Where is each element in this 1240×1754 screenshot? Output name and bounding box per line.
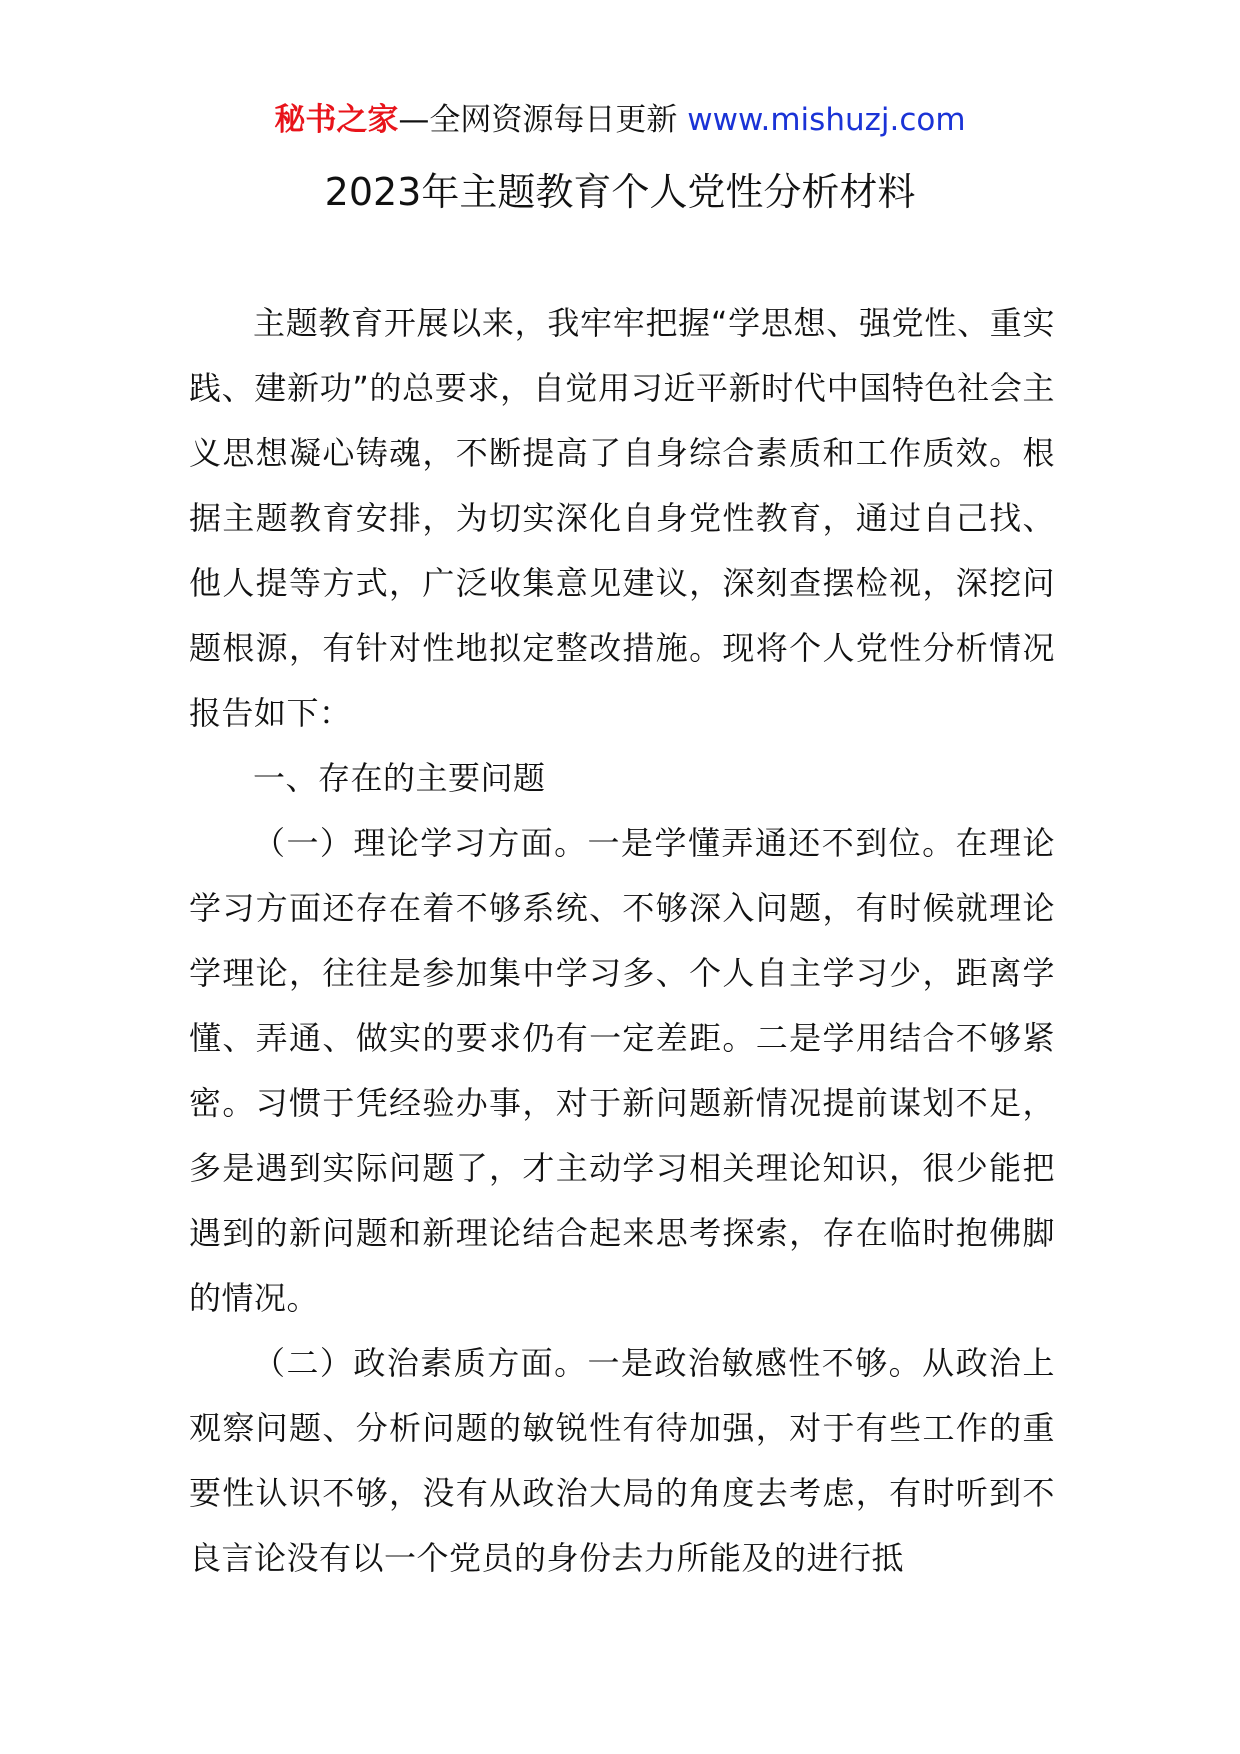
paragraph-political-quality: （二）政治素质方面。一是政治敏感性不够。从政治上观察问题、分析问题的敏锐性有待加强，对于有些工作的重要性认识不够，没有从政治大局的角度去考虑，有时听到不良言论没有以一个党员的身份去力所能及的进行抵 [189, 1344, 1055, 1577]
paragraph-intro: 主题教育开展以来，我牢牢把握“学思想、强党性、重实践、建新功”的总要求，自觉用习近平新时代中国特色社会主义思想凝心铸魂，不断提高了自身综合素质和工作质效。根据主题教育安排，为切实深化自身党性教育，通过自己找、他人提等方式，广泛收集意见建议，深刻查摆检视，深挖问题根源，有针对性地拟定整改措施。现将个人党性分析情况报告如下： [189, 304, 1055, 732]
site-header [0, 98, 1240, 142]
document-body [189, 291, 1055, 1591]
paragraph-theory-study: （一）理论学习方面。一是学懂弄通还不到位。在理论学习方面还存在着不够系统、不够深入问题，有时候就理论学理论，往往是参加集中学习多、个人自主学习少，距离学懂、弄通、做实的要求仍有一定差距。二是学用结合不够紧密。习惯于凭经验办事，对于新问题新情况提前谋划不足，多是遇到实际问题了，才主动学习相关理论知识，很少能把遇到的新问题和新理论结合起来思考探索，存在临时抱佛脚的情况。 [189, 824, 1055, 1317]
site-url-link[interactable]: www.mishuzj.com [687, 102, 966, 138]
document-title: 2023年主题教育个人党性分析材料 [324, 170, 916, 214]
header-tagline: —全网资源每日更新 [398, 102, 678, 138]
brand-name: 秘书之家 [274, 102, 399, 138]
section-heading-problems: 一、存在的主要问题 [253, 759, 546, 797]
